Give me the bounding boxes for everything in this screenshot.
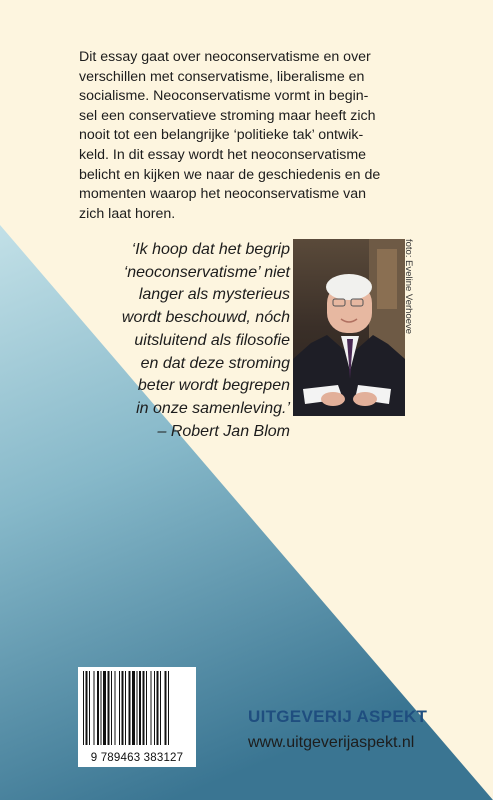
barcode-bar xyxy=(129,671,131,745)
quote-line: in onze samenleving.’ xyxy=(136,399,290,417)
intro-paragraph: Dit essay gaat over neoconservatisme en over verschillen met conservatisme, liberalisme en socialisme. Neoconservatisme vormt in begin- sel een conservatieve stroming maar heeft zich nooit tot een belangrijke ‘politieke tak’ ontwik- keld. In dit essay wordt het neoconservatisme belicht en kijken we naar de geschiedenis en de momenten waarop het neoconservatisme van zich laat horen. xyxy=(79,49,381,222)
quote-line: wordt beschouwd, nóch xyxy=(121,309,290,327)
quote-line: ‘neoconservatisme’ niet xyxy=(123,263,290,281)
quote-line: langer als mysterieus xyxy=(138,286,290,304)
intro-text xyxy=(79,48,431,224)
publisher-name: UITGEVERIJ ASPEKT xyxy=(248,707,428,726)
barcode-bar xyxy=(160,671,161,745)
barcode-bar xyxy=(108,671,110,745)
barcode-bar xyxy=(103,671,106,745)
publisher-url[interactable]: www.uitgeverijaspekt.nl xyxy=(248,734,415,751)
quote-attribution: – Robert Jan Blom xyxy=(157,422,290,440)
barcode-bar xyxy=(157,671,159,745)
barcode-bar xyxy=(146,671,147,745)
barcode-bar xyxy=(115,671,116,745)
barcode-bar xyxy=(137,671,138,745)
barcode-bar xyxy=(122,671,124,745)
isbn-barcode xyxy=(78,667,196,767)
barcode-bar xyxy=(101,671,102,745)
barcode-bar xyxy=(125,671,126,745)
barcode-bar xyxy=(86,671,88,745)
barcode-bar xyxy=(89,671,90,745)
quote-line: beter wordt begrepen xyxy=(137,377,290,395)
barcode-bar xyxy=(94,671,95,745)
barcode-bar xyxy=(143,671,145,745)
barcode-bar xyxy=(139,671,141,745)
quote-line: ‘Ik hoop dat het begrip xyxy=(131,241,290,258)
barcode-bars xyxy=(78,667,196,751)
barcode-bar xyxy=(83,671,84,745)
barcode-bar xyxy=(165,671,167,745)
barcode-bar xyxy=(151,671,152,745)
barcode-bar xyxy=(97,671,99,745)
photo-credit-text: foto: Eveline Verhoeve xyxy=(403,239,414,335)
barcode-bar xyxy=(154,671,155,745)
quote-line: en dat deze stroming xyxy=(140,354,290,372)
author-quote xyxy=(90,239,290,443)
author-photo xyxy=(293,239,405,416)
isbn-number: 9 789463 383127 xyxy=(90,752,184,764)
quote-line: uitsluitend als filosofie xyxy=(134,331,290,349)
barcode-bar xyxy=(119,671,120,745)
barcode-bar xyxy=(111,671,112,745)
barcode-bar xyxy=(168,671,169,745)
photo-credit xyxy=(402,239,414,416)
barcode-bar xyxy=(132,671,135,745)
